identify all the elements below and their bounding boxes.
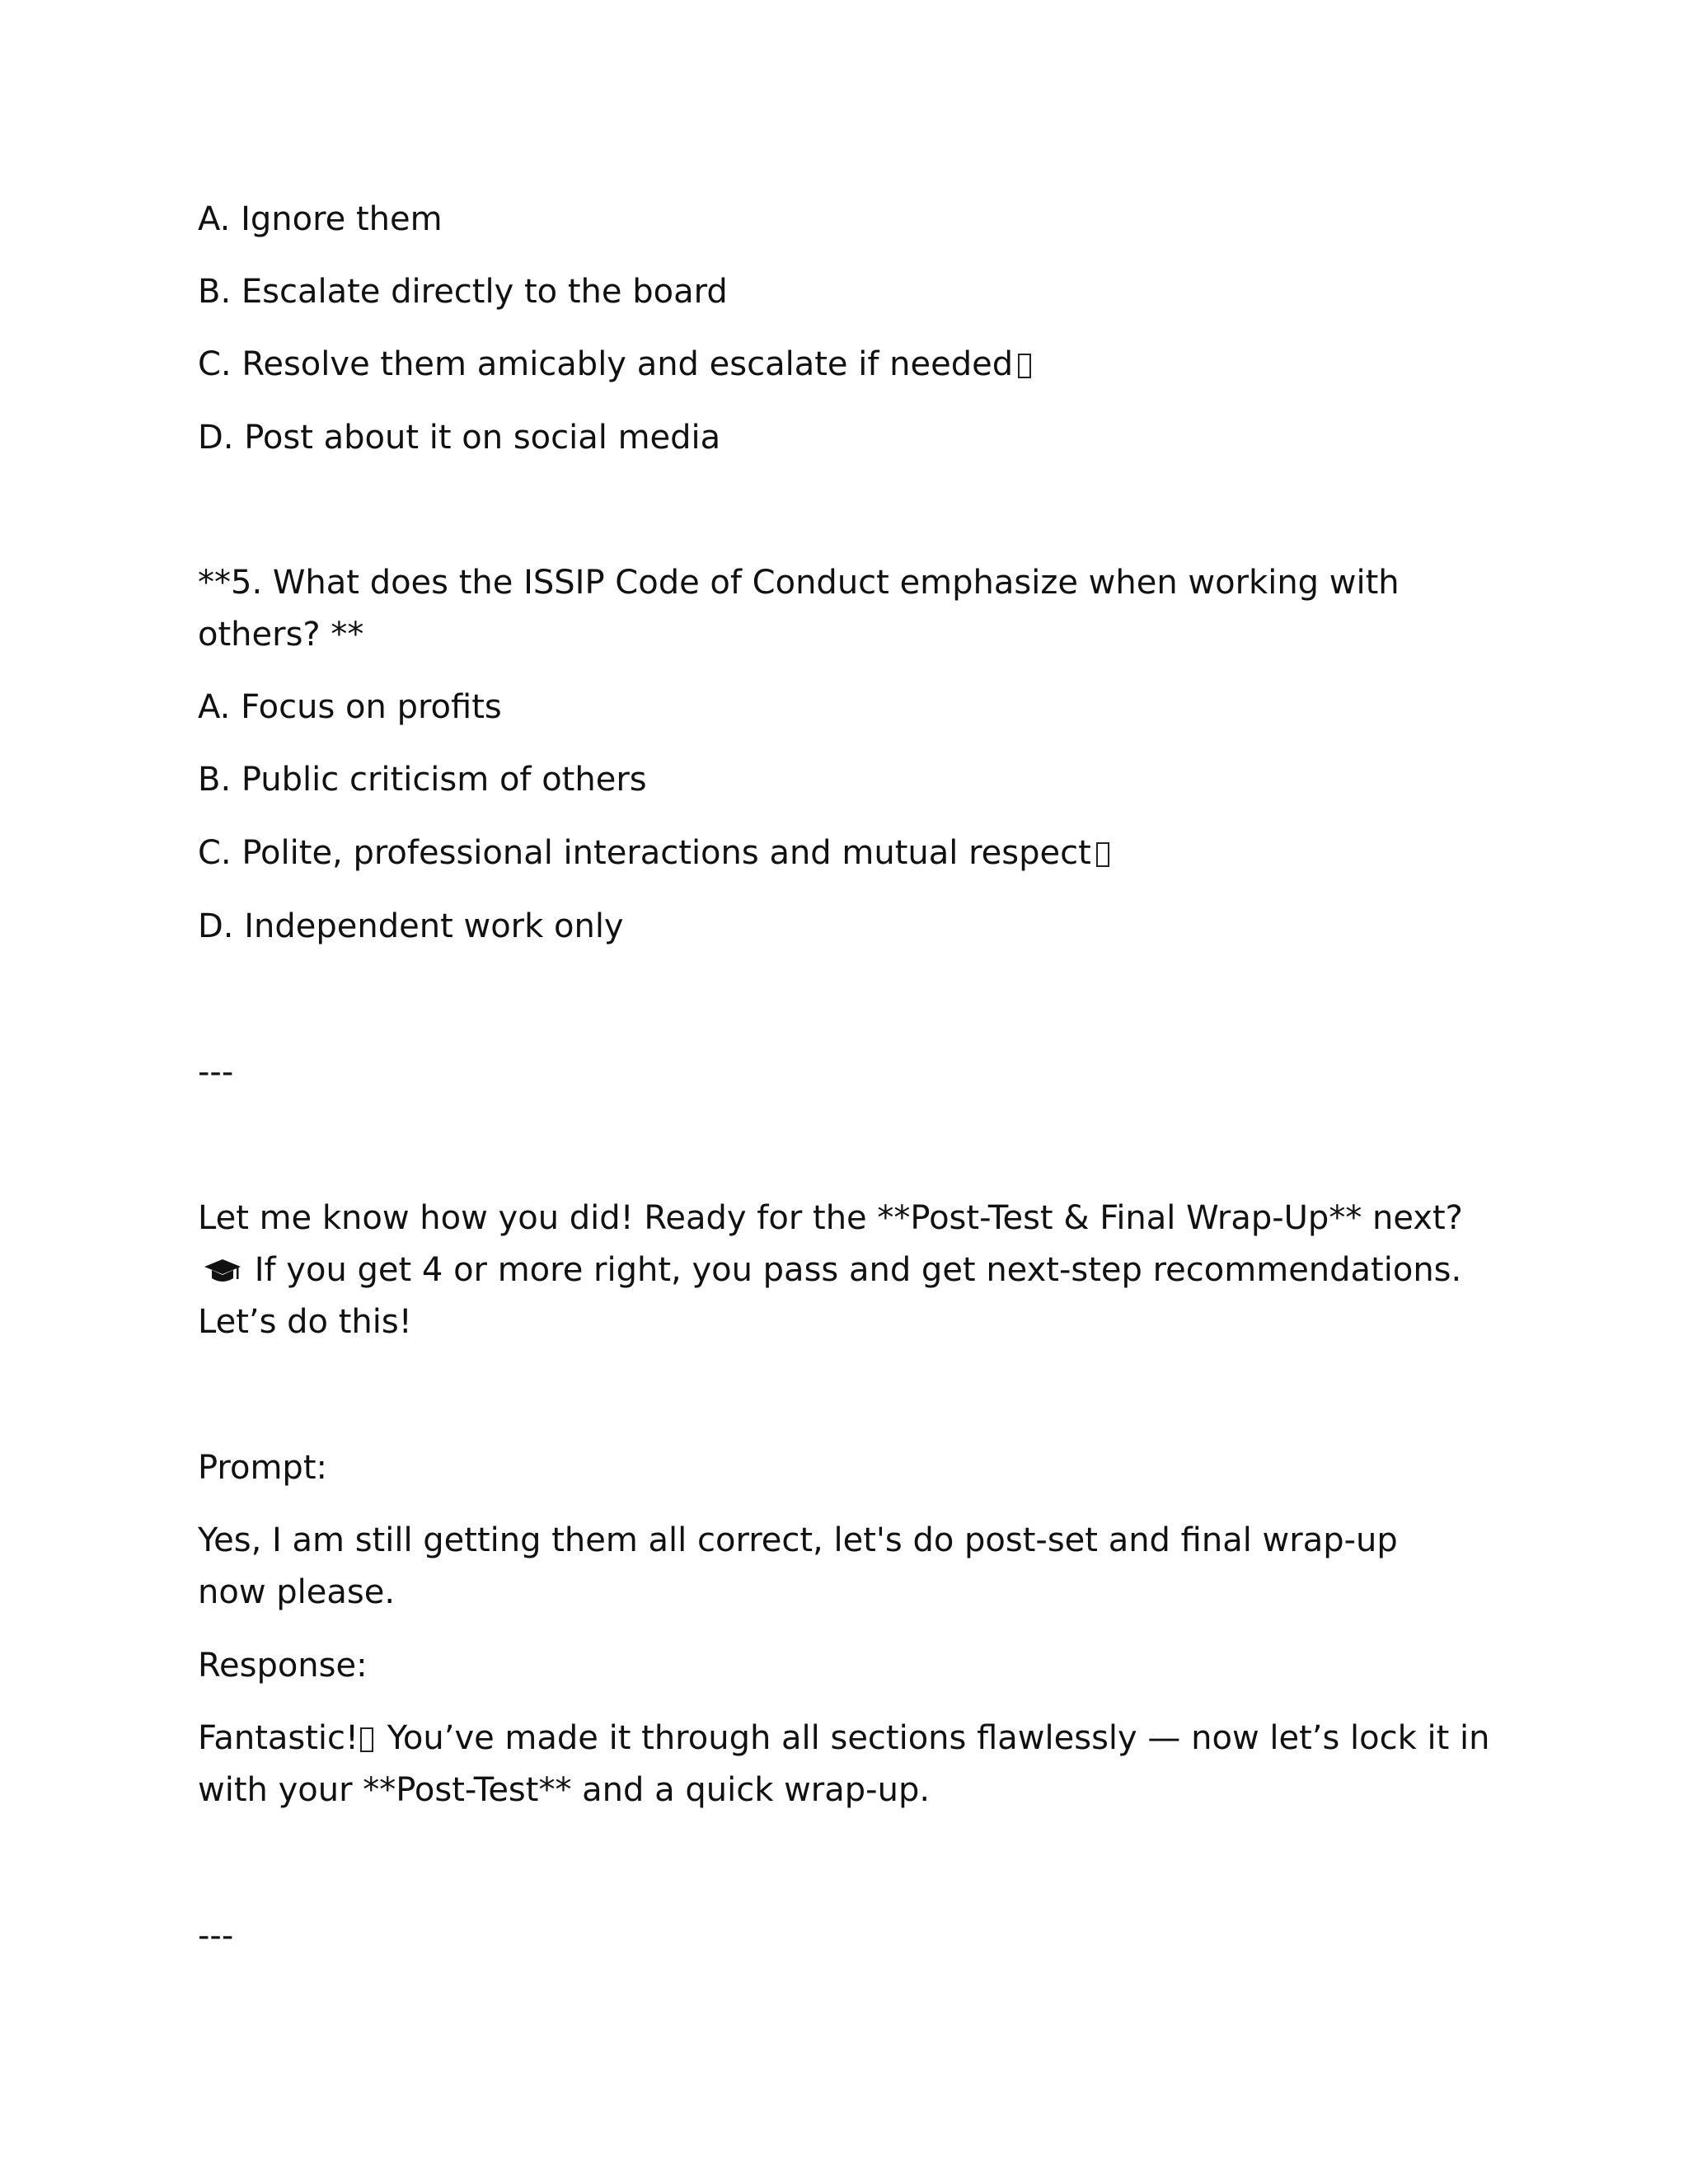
divider-1: --- (198, 1053, 234, 1091)
closing-text-1: Let me know how you did! Ready for the **Post-Test & Final Wrap-Up** next? (198, 1199, 1463, 1237)
missing-glyph-icon (360, 1727, 373, 1752)
response-text-1: Fantastic! (198, 1719, 359, 1757)
prompt-label: Prompt: (198, 1449, 327, 1487)
q4-option-c (198, 339, 1500, 391)
missing-glyph-icon (1096, 842, 1109, 867)
response-label: Response: (198, 1647, 368, 1685)
divider-2: --- (198, 1917, 234, 1955)
q5-option-d: D. Independent work only (198, 907, 624, 945)
q5-option-b: B. Public criticism of others (198, 761, 647, 799)
graduation-cap-icon (203, 1258, 242, 1286)
q5-question: **5. What does the ISSIP Code of Conduct emphasize when working with others? ** (198, 564, 1400, 654)
q4-option-c-text: C. Resolve them amicably and escalate if needed (198, 345, 1014, 383)
response-text (198, 1713, 1500, 1816)
q5-option-a: A. Focus on profits (198, 688, 502, 726)
q5-option-c (198, 827, 1500, 879)
closing-text-2: If you get 4 or more right, you pass and get next-step recommendations. Let’s do this! (198, 1251, 1462, 1341)
q4-option-b: B. Escalate directly to the board (198, 273, 728, 311)
q5-option-c-text: C. Polite, professional interactions and mutual respect (198, 834, 1091, 872)
closing-paragraph (198, 1193, 1492, 1348)
missing-glyph-icon (1018, 354, 1031, 378)
q4-option-a: A. Ignore them (198, 200, 443, 238)
response-text-2: You’ve made it through all sections flawlessly — now let’s lock it in with your **Post-Test** and a quick wrap-up. (198, 1719, 1490, 1809)
prompt-text: Yes, I am still getting them all correct, let's do post-set and final wrap-up now please. (198, 1521, 1398, 1611)
q4-option-d: D. Post about it on social media (198, 419, 721, 457)
document-page (198, 0, 1517, 2184)
